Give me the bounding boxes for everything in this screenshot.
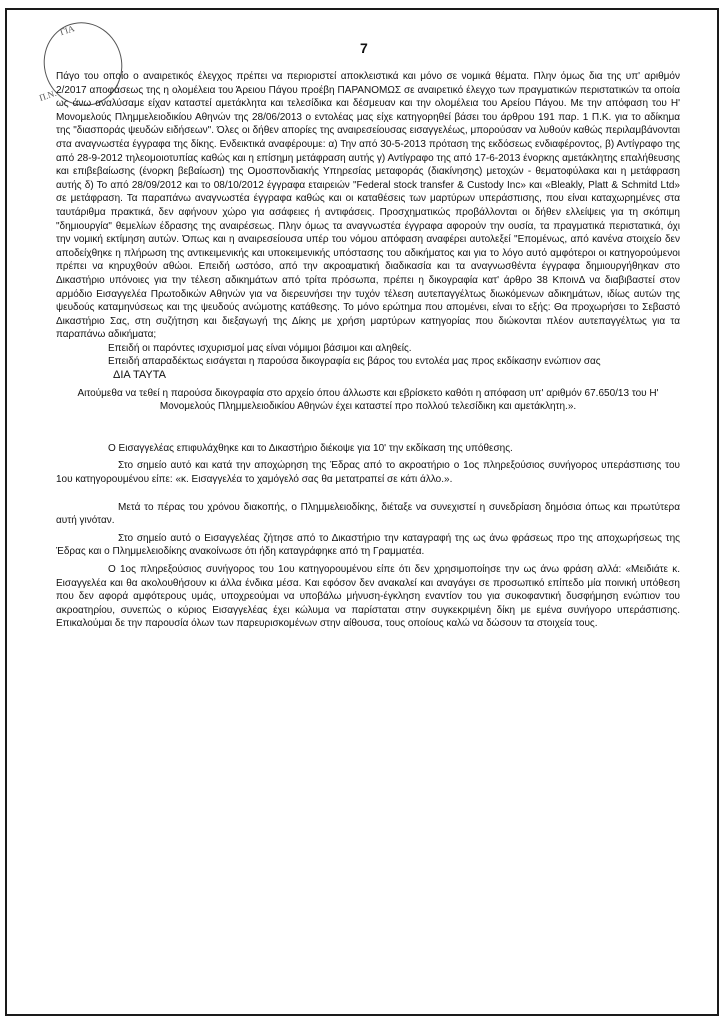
stamp-text-top: ΓΙΑ [58, 23, 76, 38]
section-heading: ΔΙΑ ΤΑΥΤΑ [113, 369, 166, 382]
paragraph-4: Αιτούμεθα να τεθεί η παρούσα δικογραφία στο αρχείο όπου άλλωστε και εβρίσκετο καθότι η απόφαση υπ' αριθμόν 67.650/13 του Η' Μονομελούς Πλημμελειοδικίου Αθηνών έχει καταστεί προ πολλού τελεσίδικη και αμετάκλητη.». [77, 387, 659, 413]
document-body [56, 70, 680, 631]
paragraph-7: Μετά το πέρας του χρόνου διακοπής, ο Πλημμελειοδίκης, διέταξε να συνεχιστεί η συνεδρίαση δημόσια όπως και πρωτύτερα αυτή γινόταν. [56, 501, 680, 527]
paragraph-6: Στο σημείο αυτό και κατά την αποχώρηση της Έδρας από το ακροατήριο ο 1ος πληρεξούσιος συνήγορος υπεράσπισης του 1ου κατηγορουμένου είπε: «κ. Εισαγγελέα το χαμόγελό σας θα μετατραπεί σε κάτι άλλο.». [56, 460, 680, 486]
paragraph-9: Ο 1ος πληρεξούσιος συνήγορος του 1ου κατηγορουμένου είπε ότι δεν χρησιμοποίησε την ως άνω φράση αλλά: «Μειδιάτε κ. Εισαγγελέα και θα ακολουθήσουν κι άλλα ένδικα μέσα. Και εφόσον δεν ανακαλεί και αναγάγει σε προσωπικό επίπεδο μία ποινική υπόθεση που δεν αφορά αμφότερους υμάς, υποχρεούμαι να υποβάλω μήνυση-έγκληση εναντίον του για συκοφαντική δυσφήμηση ενώπιον του ακροατηρίου, συνεπώς ο κύριος Εισαγγελέας έχει κώλυμα να παρίσταται στην συγκεκριμένη δίκη με εμένα συνήγορο υπεράσπισης. Επικαλούμαι δε την παρουσία όλων των παρευρισκομένων στην αίθουσα, τους οποίους καλώ να δώσουν τα στοιχεία τους. [56, 564, 680, 630]
paragraph-5: Ο Εισαγγελέας επιφυλάχθηκε και το Δικαστήριο διέκοψε για 10' την εκδίκαση της υπόθεσης. [108, 442, 513, 454]
paragraph-1: Πάγο του οποίο ο αναιρετικός έλεγχος πρέπει να περιοριστεί αποκλειστικά και μόνο σε νομικά θέματα. Πλην όμως δια της υπ' αριθμόν 2/2017 αποφάσεως της η ολομέλεια του Άρειου Πάγου προέβη ΠΑΡΑΝΟΜΩΣ σε αναιρετικό έλεγχο των πραγματικών περιστατικών τα οποία ως άνω αναλύσαμε είχαν καταστεί αμετάκλητα και τελεσίδικα και δέσμευαν και την ολομέλεια του Αρείου Πάγου. Με την απόφαση του Η' Μονομελούς Πλημμελειοδικίου Αθηνών της 28/06/2013 ο εντολέας μας είχε κατηγορηθεί βάσει του άρθρου 191 παρ. 1 Π.Κ. για το αδίκημα της "διασποράς ψευδών ειδήσεων". Όλες οι δήθεν απορίες της αναιρεσείουσας εισαγγελέως, μπορούσαν να λυθούν καθώς περιλαμβάνονται στα αναγνωστέα έγγραφα της δίκης. Ενδεικτικά αναφέρουμε: α) Την από 30-5-2013 πρόταση της εκδόσεως ενδιαφέροντος, β) Αντίγραφο της από 28-9-2012 τηλεομοιοτυπίας καθώς και η επίσημη μετάφραση αυτής γ) Αντίγραφο της από 17-6-2013 ένορκης αμετάκλητης επαλήθευσης και επιβεβαίωσης (ένορκη βεβαίωση) της Ομοσπονδιακής Υπηρεσίας μεταφοράς (διακίνησης) μετοχών - θεματοφύλακα και η μετάφραση αυτής δ) Το από 28/09/2012 και το 08/10/2012 έγγραφα εταιρειών "Federal stock transfer & Custody Inc» και «Bleakly, Platt & Schmitd Ltd» σε μετάφραση. Τα παραπάνω αναγνωστέα έγγραφα καθώς και οι καταθέσεις των μαρτύρων υπεράσπισης, που είναι καταχωρημένες στα ταυτάριθμα πρακτικά, δεν αφήνουν χώρο για ασάφειες ή αντιφάσεις. Προσχηματικώς προβάλλονται οι δήθεν ελλείψεις για τη σκόπιμη "δημιουργία" θεμελίων έδρασης της αναιρέσεως. Πλην όμως τα αναγνωστέα έγγραφα αφορούν την ουσία, τα πραγματικά περιστατικά, όχι την νομική εκτίμηση αυτών. Όπως και η αναιρεσείουσα υπέρ του νόμου απόφαση αναφέρει αυτολεξεί "Επομένως, από κανένα στοιχείο δεν αποδείχθηκε η πλήρωση της αντικειμενικής και υποκειμενικής υπόστασης του αδικήματος και για το λόγο αυτό αμφότεροι οι κατηγορούμενοι πρέπει να κηρυχθούν αθώοι. Επειδή ωστόσο, από την ακροαματική διαδικασία και τα αναγνωσθέντα έγγραφα δημιουργήθηκαν στο Δικαστήριο υπόνοιες για την τέλεση αδικημάτων από τρίτα πρόσωπα, πρέπει η δικογραφία κατ' άρθρο 38 ΚποινΔ να διαβιβαστεί στον αρμόδιο Εισαγγελέα Πρωτοδικών Αθηνών για να διερευνήσει την τυχόν τέλεση αυτεπαγγέλτως διωκόμενων αδικημάτων, ιδίως αυτών της ψευδούς καταμηνύσεως και της ψευδούς ανώμοτης κατάθεσης. Το μόνο ερώτημα που απομένει, είναι το εξής: Θα προχωρήσει το Σεβαστό Δικαστήριο Σας, στη συζήτηση και διεξαγωγή της Δίκης με χρήση μαρτύρων κατηγορίας που διώκονται πλέον αυτεπαγγέλτως για τα παραπάνω αδικήματα; [56, 71, 680, 341]
paragraph-3: Επειδή απαραδέκτως εισάγεται η παρούσα δικογραφία εις βάρος του εντολέα μας προς εκδίκασην ενώπιον σας [108, 356, 601, 368]
paragraph-2: Επειδή οι παρόντες ισχυρισμοί μας είναι νόμιμοι βάσιμοι και αληθείς. [108, 342, 412, 354]
paragraph-8: Στο σημείο αυτό ο Εισαγγελέας ζήτησε από το Δικαστήριο την καταγραφή της ως άνω φράσεως προ της αποχωρήσεως της Έδρας και ο Πλημμελειοδίκης ανακοίνωσε ότι ήδη καταγράφηκε από τη Γραμματέα. [56, 532, 680, 558]
page-number: 7 [360, 40, 368, 56]
stamp-text-left: Π.Ν. [37, 87, 58, 103]
